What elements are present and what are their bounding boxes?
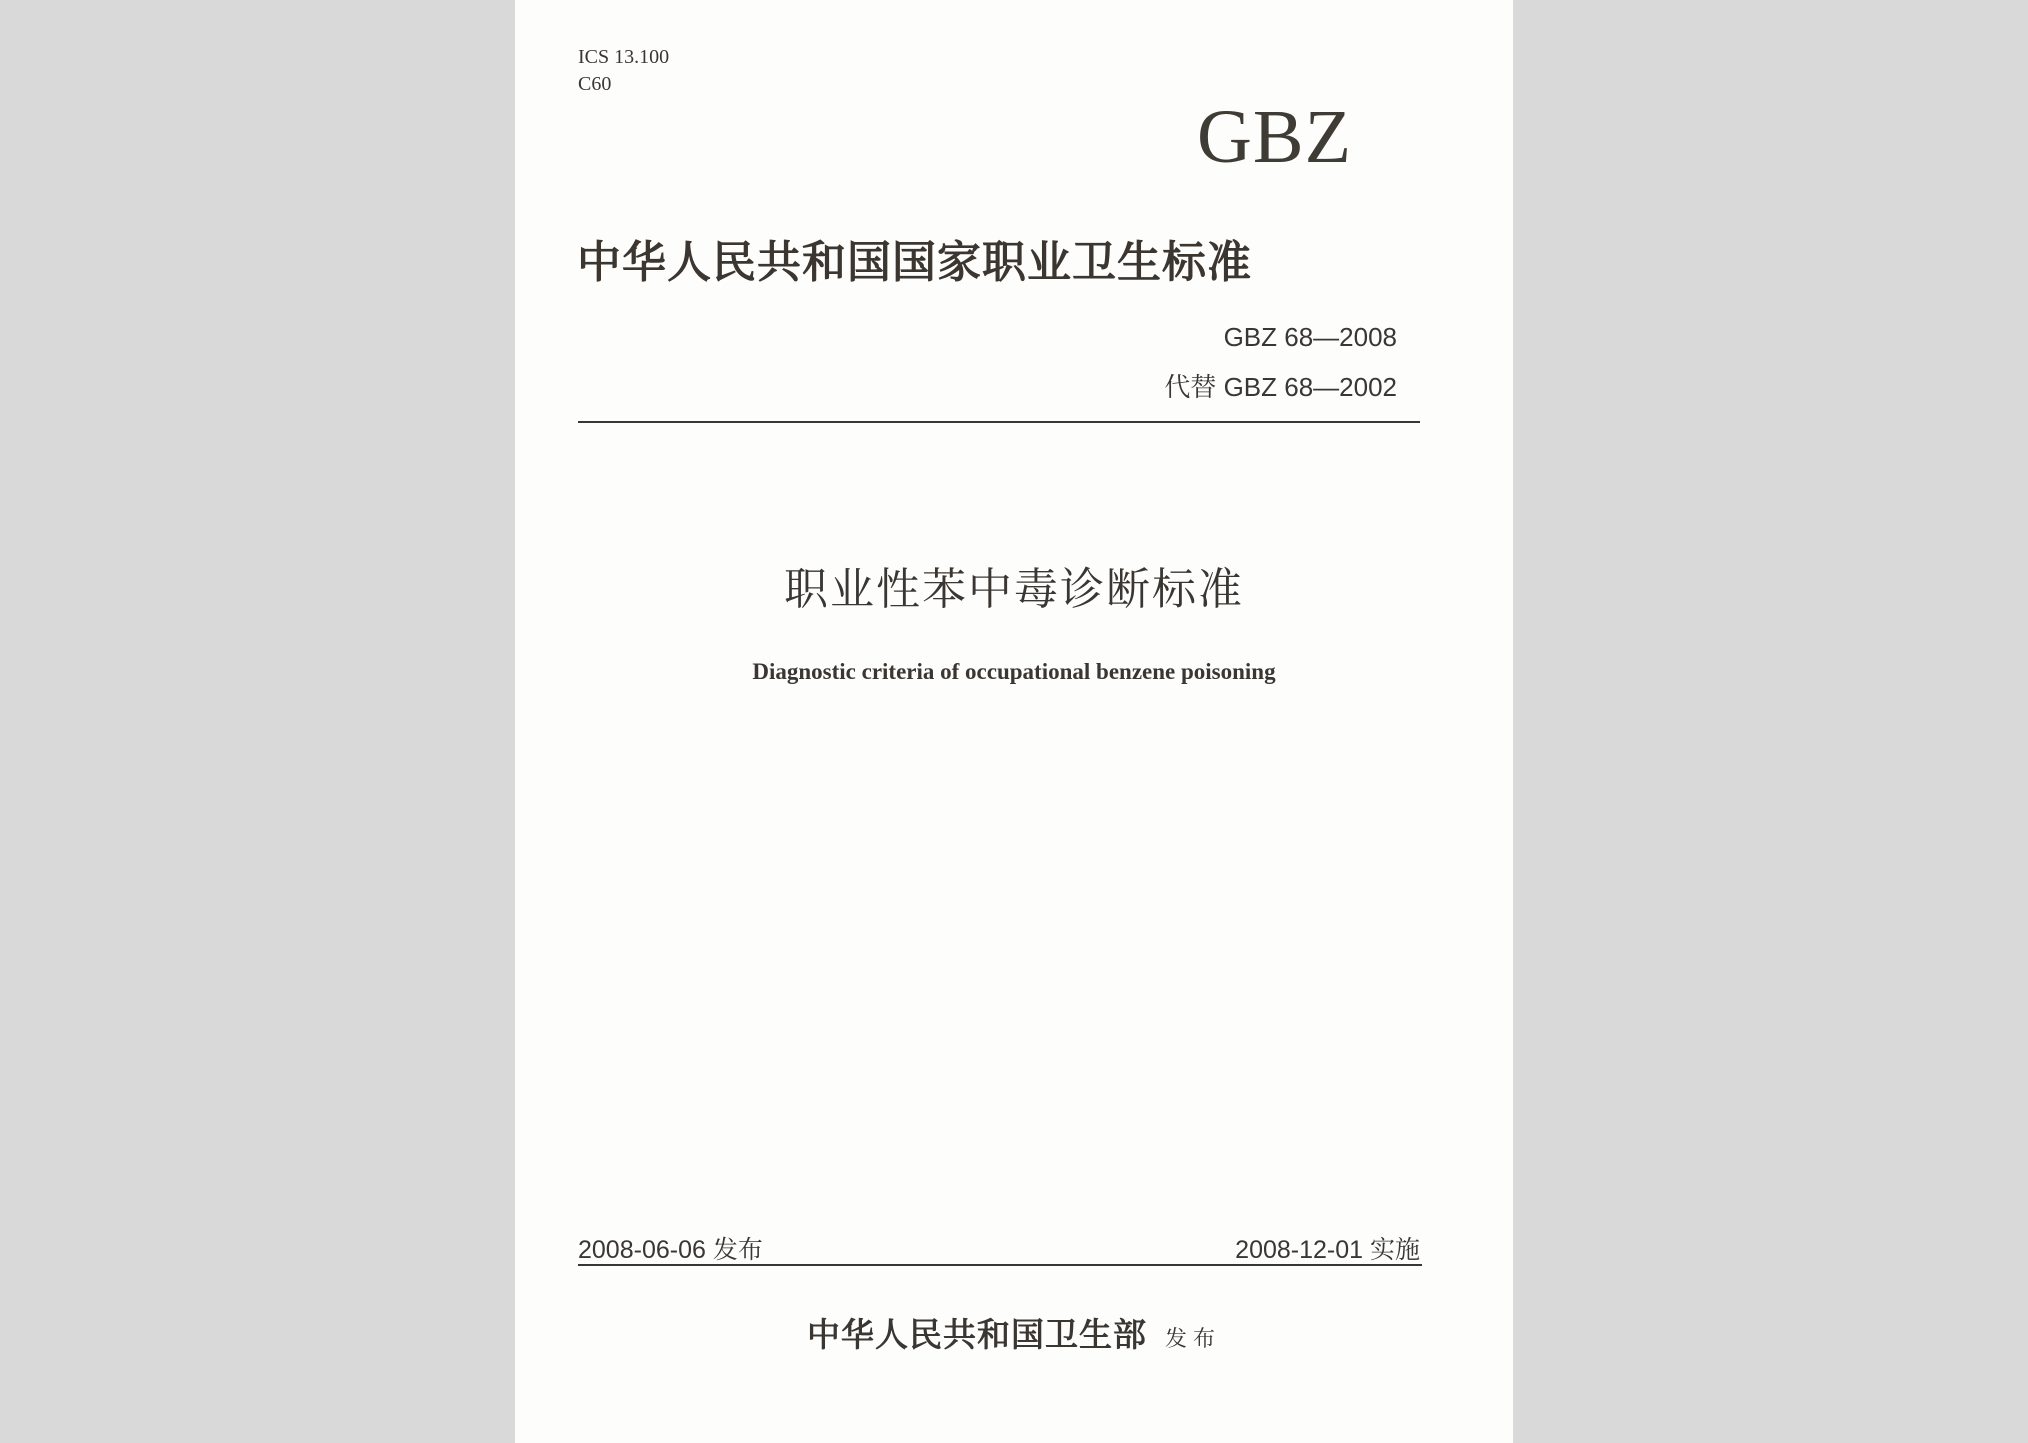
classification-codes xyxy=(578,44,669,98)
standard-number: GBZ 68—2008 xyxy=(1223,322,1397,352)
publisher-verb: 发布 xyxy=(1164,1327,1221,1352)
header-divider xyxy=(578,421,1420,423)
ics-code: ICS 13.100 xyxy=(578,46,670,68)
footer-divider xyxy=(578,1264,1422,1266)
replaced-standard: 代替 GBZ 68—2002 xyxy=(1164,372,1397,402)
document-title-cn: 职业性苯中毒诊断标准 xyxy=(784,564,1244,615)
publisher-org: 中华人民共和国卫生部 xyxy=(806,1315,1147,1354)
standard-category-title: 中华人民共和国国家职业卫生标准 xyxy=(577,237,1252,288)
implementation-date: 2008-12-01 实施 xyxy=(1235,1236,1420,1264)
ccs-code: C60 xyxy=(578,73,612,95)
document-title-en: Diagnostic criteria of occupational benzene poisoning xyxy=(752,659,1276,684)
gbz-logo: GBZ xyxy=(1197,95,1352,179)
publisher-line xyxy=(515,1310,1513,1365)
document-page xyxy=(515,0,1513,1443)
issue-date: 2008-06-06 发布 xyxy=(578,1236,763,1264)
